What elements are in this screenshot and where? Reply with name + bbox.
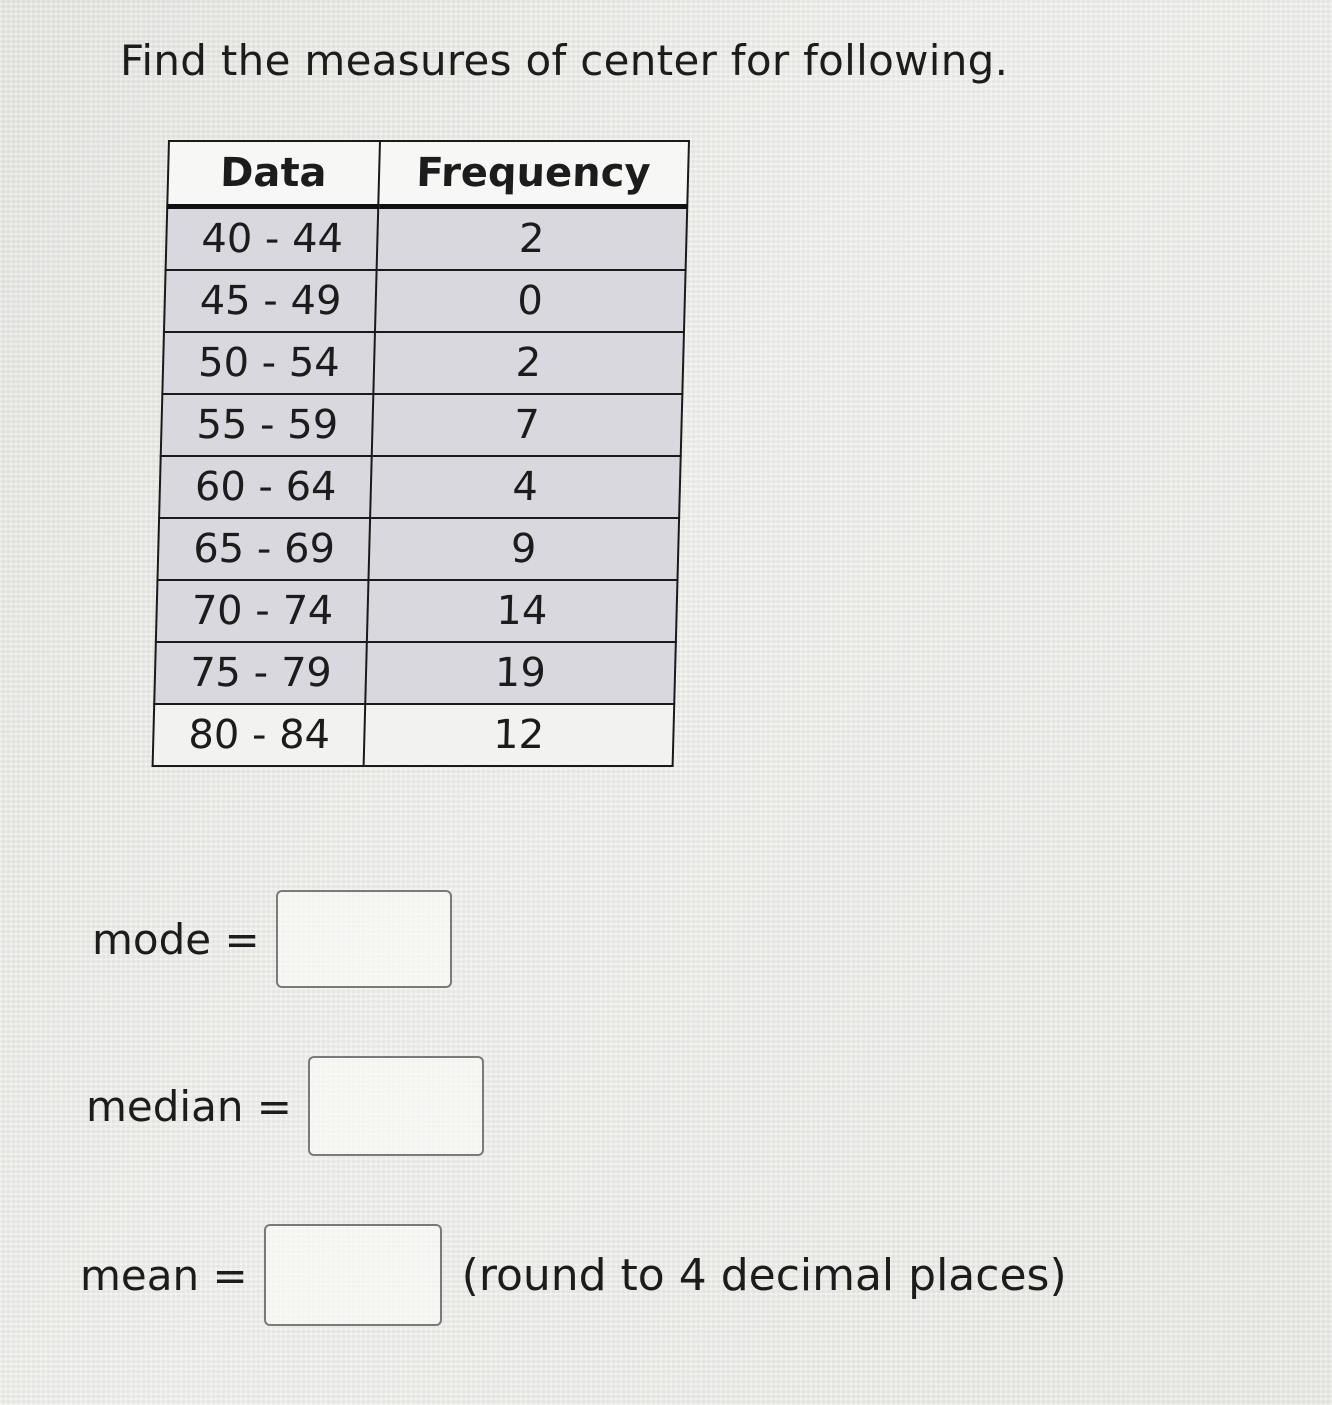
mode-input[interactable] [276, 890, 452, 988]
table-row [153, 704, 675, 766]
data-cell: 45 - 49 [164, 270, 376, 332]
frequency-cell: 19 [365, 642, 676, 704]
mean-input[interactable] [264, 1224, 442, 1326]
table-header-row [167, 141, 689, 207]
data-cell: 75 - 79 [154, 642, 366, 704]
table-row [164, 270, 686, 332]
rounding-hint: (round to 4 decimal places) [461, 1249, 1067, 1301]
median-answer-row [86, 1056, 484, 1156]
table-row [157, 518, 679, 580]
data-cell: 60 - 64 [159, 456, 371, 518]
table-row [159, 456, 681, 518]
table-row [162, 332, 684, 394]
data-cell: 40 - 44 [166, 207, 378, 271]
frequency-cell: 0 [374, 270, 685, 332]
table-row [154, 642, 676, 704]
table-row [156, 580, 678, 642]
question-text: Find the measures of center for following. [120, 36, 1009, 85]
table-row [166, 207, 688, 271]
data-cell: 80 - 84 [153, 704, 365, 766]
column-header-frequency: Frequency [378, 141, 689, 207]
frequency-cell: 12 [363, 704, 674, 766]
frequency-cell: 4 [370, 456, 681, 518]
column-header-data: Data [167, 141, 379, 207]
data-cell: 50 - 54 [162, 332, 374, 394]
mode-answer-row [92, 890, 452, 988]
mean-answer-row [80, 1224, 1067, 1326]
data-cell: 70 - 74 [156, 580, 368, 642]
data-cell: 65 - 69 [157, 518, 369, 580]
frequency-cell: 2 [376, 207, 687, 271]
table-row [161, 394, 683, 456]
median-input[interactable] [308, 1056, 484, 1156]
median-label: median = [86, 1081, 292, 1131]
frequency-cell: 2 [373, 332, 684, 394]
mode-label: mode = [92, 914, 260, 964]
frequency-cell: 7 [371, 394, 682, 456]
data-cell: 55 - 59 [161, 394, 373, 456]
frequency-cell: 14 [366, 580, 677, 642]
frequency-table [152, 140, 690, 767]
mean-label: mean = [80, 1250, 248, 1300]
frequency-cell: 9 [368, 518, 679, 580]
